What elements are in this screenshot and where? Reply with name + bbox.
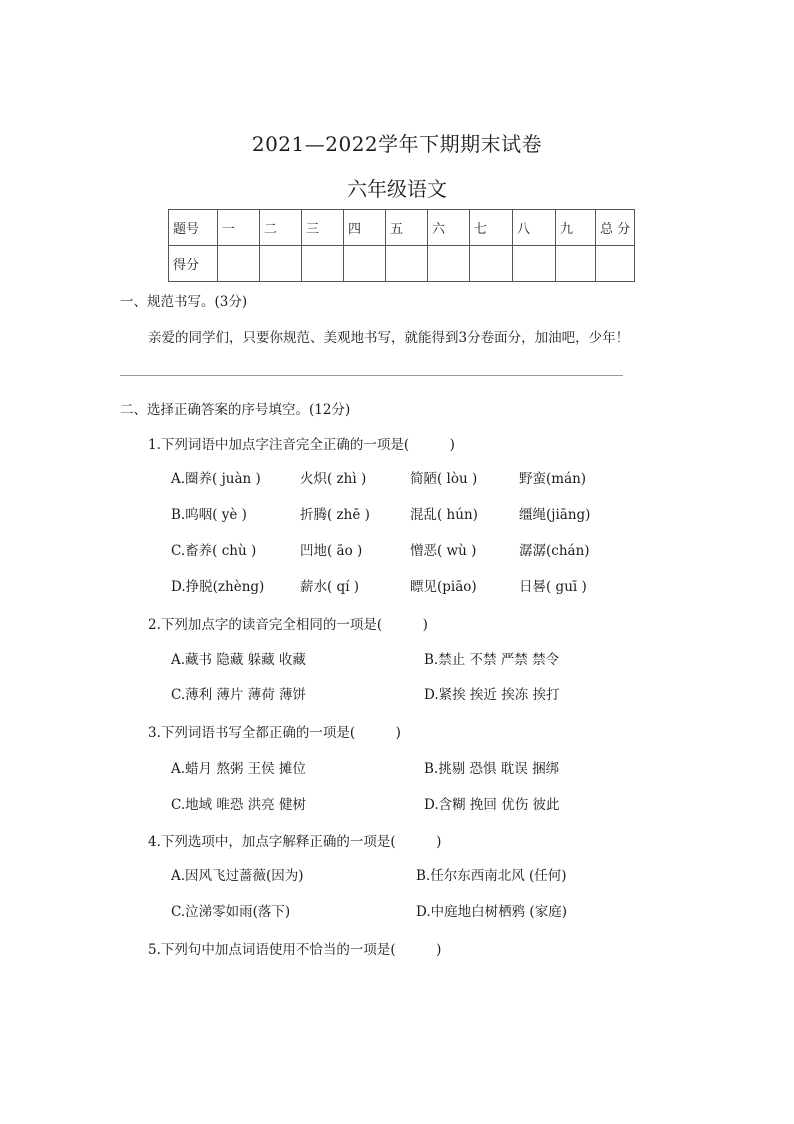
q4-stem: 4.下列选项中，加点字解释正确的一项是( ) xyxy=(148,834,442,850)
score-cell-q3: 三 xyxy=(302,210,344,246)
exam-subtitle: 六年级语文 xyxy=(347,177,447,201)
score-cell-q6: 六 xyxy=(428,210,470,246)
q2-option-b: B.禁止 不禁 严禁 禁令 xyxy=(424,652,560,668)
score-input-q3[interactable] xyxy=(302,246,344,282)
q1-option-b3: 混乱( hún) xyxy=(410,507,478,523)
score-input-q8[interactable] xyxy=(513,246,556,282)
score-input-q7[interactable] xyxy=(470,246,513,282)
q2-option-d: D.紧挨 挨近 挨冻 挨打 xyxy=(424,687,560,703)
section1-heading: 一、规范书写。(3分) xyxy=(120,294,248,310)
q1-option-b4: 缰绳(jiāng) xyxy=(519,507,591,523)
score-cell-q9: 九 xyxy=(556,210,596,246)
q1-option-a4: 野蛮(mán) xyxy=(519,471,587,487)
score-table-score-row xyxy=(169,246,635,282)
score-input-q2[interactable] xyxy=(260,246,302,282)
exam-title: 2021—2022学年下期期末试卷 xyxy=(251,132,543,156)
q4-option-a: A.因风飞过蔷薇(因为) xyxy=(171,868,304,884)
score-cell-q4: 四 xyxy=(344,210,386,246)
q3-option-d: D.含糊 挽回 优伤 彼此 xyxy=(424,797,560,813)
q5-stem: 5.下列句中加点词语使用不恰当的一项是( ) xyxy=(148,942,442,958)
score-cell-q2: 二 xyxy=(260,210,302,246)
q1-option-b1: B.呜咽( yè ) xyxy=(171,507,247,523)
section1-text: 亲爱的同学们，只要你规范、美观地书写，就能得到3分卷面分，加油吧，少年！ xyxy=(148,330,630,346)
score-cell-q5: 五 xyxy=(386,210,428,246)
score-cell-total: 总 分 xyxy=(596,210,635,246)
q2-option-c: C.薄利 薄片 薄荷 薄饼 xyxy=(171,687,307,703)
q1-option-d1: D.挣脱(zhèng) xyxy=(171,579,265,595)
q1-option-c2: 凹地( āo ) xyxy=(300,543,363,559)
section2-heading: 二、选择正确答案的序号填空。(12分) xyxy=(120,402,351,418)
score-row-label: 得分 xyxy=(169,246,218,282)
score-input-q4[interactable] xyxy=(344,246,386,282)
q1-option-c4: 潺潺(chán) xyxy=(519,543,590,559)
score-cell-label: 题号 xyxy=(169,210,218,246)
score-input-q1[interactable] xyxy=(218,246,260,282)
q1-option-a3: 简陋( lòu ) xyxy=(410,471,478,487)
q1-option-c3: 憎恶( wù ) xyxy=(410,543,477,559)
score-input-q5[interactable] xyxy=(386,246,428,282)
q3-option-b: B.挑剔 恐惧 耽误 捆绑 xyxy=(424,761,560,777)
q1-option-a2: 火炽( zhì ) xyxy=(300,471,367,487)
q1-option-d2: 薪水( qí ) xyxy=(300,579,360,595)
q2-stem: 2.下列加点字的读音完全相同的一项是( ) xyxy=(148,617,428,633)
score-cell-q1: 一 xyxy=(218,210,260,246)
q3-stem: 3.下列词语书写全都正确的一项是( ) xyxy=(148,725,401,741)
score-cell-q8: 八 xyxy=(513,210,556,246)
q1-option-d4: 日晷( guī ) xyxy=(519,579,587,595)
q3-option-a: A.蜡月 熬粥 王侯 摊位 xyxy=(171,761,306,777)
q1-option-c1: C.畜养( chù ) xyxy=(171,543,257,559)
writing-line[interactable] xyxy=(120,375,623,376)
q2-option-a: A.藏书 隐藏 躲藏 收藏 xyxy=(171,652,306,668)
q3-option-c: C.地域 唯恐 洪亮 健树 xyxy=(171,797,307,813)
score-table xyxy=(168,209,635,282)
score-input-total[interactable] xyxy=(596,246,635,282)
q1-option-d3: 瞟见(piāo) xyxy=(410,579,477,595)
q4-option-d: D.中庭地白树栖鸦 (家庭) xyxy=(416,904,567,920)
q1-stem: 1.下列词语中加点字注音完全正确的一项是( ) xyxy=(148,437,455,453)
q1-option-b2: 折腾( zhē ) xyxy=(300,507,370,523)
score-input-q9[interactable] xyxy=(556,246,596,282)
q1-option-a1: A.圈养( juàn ) xyxy=(171,471,261,487)
q4-option-b: B.任尔东西南北风 (任何) xyxy=(416,868,567,884)
score-input-q6[interactable] xyxy=(428,246,470,282)
score-cell-q7: 七 xyxy=(470,210,513,246)
score-table-header-row xyxy=(169,210,635,246)
q4-option-c: C.泣涕零如雨(落下) xyxy=(171,904,291,920)
